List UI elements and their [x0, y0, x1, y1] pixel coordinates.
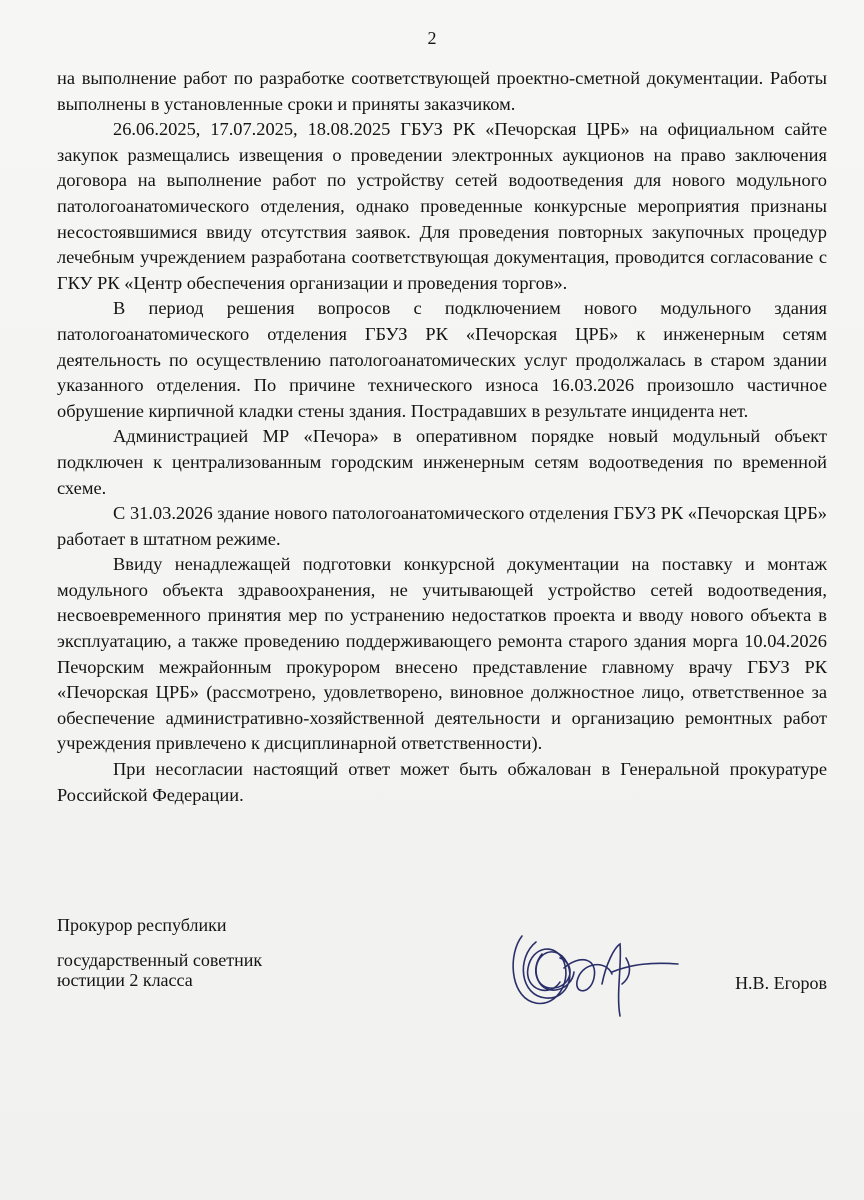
signatory-name: Н.В. Егоров [735, 973, 827, 993]
paragraph: Администрацией МР «Печора» в оперативном порядке новый модульный объект подключен к централизованным городским инженерным сетям водоотведения по временной схеме. [57, 426, 827, 498]
paragraph: 26.06.2025, 17.07.2025, 18.08.2025 ГБУЗ РК «Печорская ЦРБ» на официальном сайте закупок размещались извещения о проведении электронных аукционов на право заключения договора на выполнение работ по устройству сетей водоотведения для нового модульного патологоанатомического отделения, однако проведенные конкурсные мероприятия признаны несостоявшимися ввиду отсутствия заявок. Для проведения повторных закупочных процедур лечебным учреждением разработана соответствующая документация, проводится согласование с ГКУ РК «Центр обеспечения организации и проведения торгов». [57, 119, 827, 293]
paragraph: Ввиду ненадлежащей подготовки конкурсной документации на поставку и монтаж модульного объекта здравоохранения, не учитывающей устройство сетей водоотведения, несвоевременного принятия мер по устранению недостатков проекта и вводу нового объекта в эксплуатацию, а также проведению поддерживающего ремонта старого здания морга 10.04.2026 Печорским межрайонным прокурором внесено представление главному врачу ГБУЗ РК «Печорская ЦРБ» (рассмотрено, удовлетворено, виновное должностное лицо, ответственное за обеспечение административно-хозяйственной деятельности и организацию ремонтных работ учреждения привлечено к дисциплинарной ответственности). [57, 554, 827, 754]
letter-body [57, 66, 827, 808]
signatory-rank-line: государственный советник [57, 950, 263, 970]
signatory-title: Прокурор республики [57, 915, 227, 935]
paragraph: В период решения вопросов с подключением нового модульного здания патологоанатомического отделения ГБУЗ РК «Печорская ЦРБ» к инженерным сетям деятельность по осуществлению патологоанатомических услуг продолжалась в старом здании указанного отделения. По причине технического износа 16.03.2026 произошло частичное обрушение кирпичной кладки стены здания. Пострадавших в результате инцидента нет. [57, 298, 827, 421]
signatory-rank [57, 950, 262, 990]
signature-block [57, 914, 827, 1034]
paragraph: С 31.03.2026 здание нового патологоанатомического отделения ГБУЗ РК «Печорская ЦРБ» работает в штатном режиме. [57, 503, 827, 549]
handwritten-signature [502, 924, 682, 1024]
paragraph: При несогласии настоящий ответ может быть обжалован в Генеральной прокуратуре Российской Федерации. [57, 759, 827, 805]
page-number: 2 [427, 28, 437, 48]
signatory-rank-line: юстиции 2 класса [57, 970, 193, 990]
paragraph: на выполнение работ по разработке соответствующей проектно-сметной документации. Работы выполнены в установленные сроки и приняты заказчиком. [57, 68, 827, 114]
